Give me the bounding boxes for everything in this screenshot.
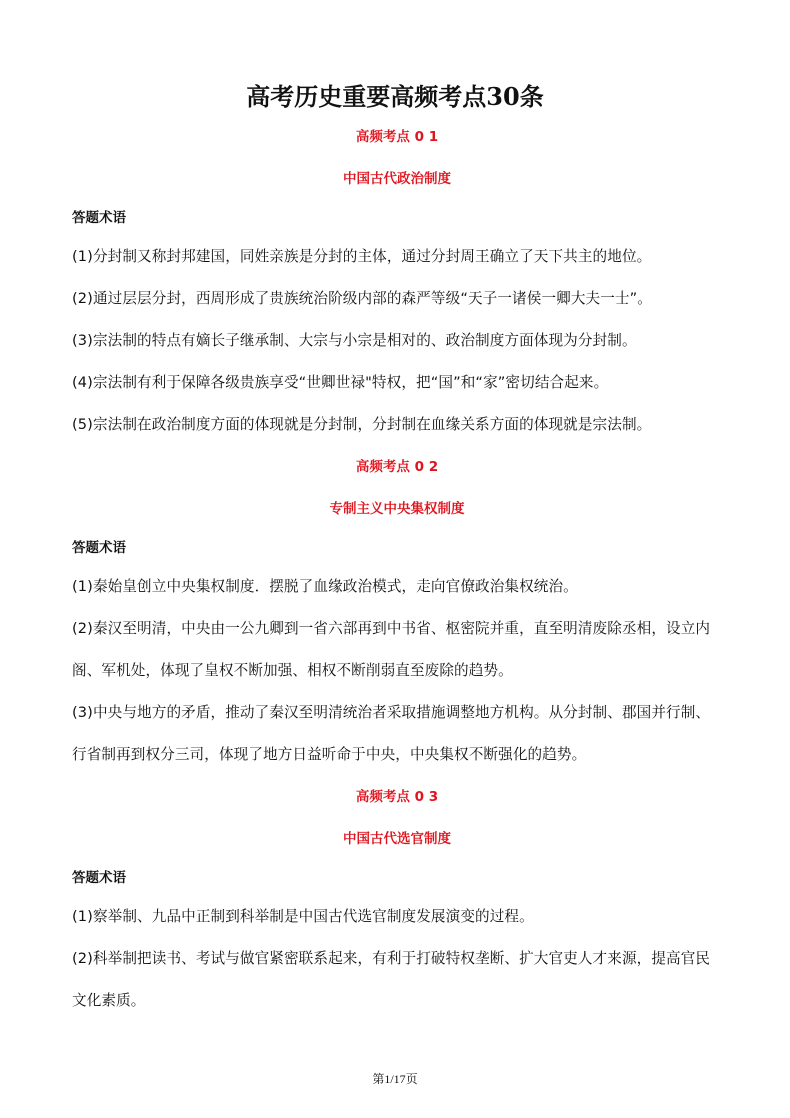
document-body xyxy=(72,116,722,1022)
list-item: (2)科举制把读书、考试与做官紧密联系起来，有利于打破特权垄断、扩大官吏人才来源，提高官民文化素质。 xyxy=(72,950,711,1009)
list-item: (3)中央与地方的矛盾，推动了秦汉至明清统治者采取措施调整地方机构。从分封制、郡国并行制、行省制再到权分三司，体现了地方日益听命于中央，中央集权不断强化的趋势。 xyxy=(72,704,711,763)
list-item: (1)分封制又称封邦建国，同姓亲族是分封的主体，通过分封周王确立了天下共主的地位。 xyxy=(72,248,652,265)
section-heading: 中国古代选官制度 xyxy=(343,831,451,847)
section-01 xyxy=(72,116,722,446)
list-item: (5)宗法制在政治制度方面的体现就是分封制，分封制在血缘关系方面的体现就是宗法制。 xyxy=(72,416,652,433)
list-item: (2)秦汉至明清，中央由一公九卿到一省六部再到中书省、枢密院并重，直至明清废除丞相，设立内阁、军机处，体现了皇权不断加强、相权不断削弱直至废除的趋势。 xyxy=(72,620,711,679)
document-title: 高考历史重要高频考点30条 xyxy=(246,82,544,111)
page-number: 第1/17页 xyxy=(372,1072,418,1086)
section-label: 高频考点 0 3 xyxy=(355,789,439,805)
list-item: (3)宗法制的特点有嫡长子继承制、大宗与小宗是相对的、政治制度方面体现为分封制。 xyxy=(72,332,637,349)
section-heading: 专制主义中央集权制度 xyxy=(329,501,465,517)
term-label: 答题术语 xyxy=(72,870,126,886)
list-item: (2)通过层层分封，西周形成了贵族统治阶级内部的森严等级“天子一诸侯一卿大夫一士”。 xyxy=(72,290,652,307)
list-item: (4)宗法制有利于保障各级贵族享受“世卿世禄"特权，把“国”和“家”密切结合起来。 xyxy=(72,374,609,391)
section-label: 高频考点 0 2 xyxy=(355,459,439,475)
section-02 xyxy=(72,446,722,776)
term-label: 答题术语 xyxy=(72,210,126,226)
section-heading: 中国古代政治制度 xyxy=(343,171,451,187)
list-item: (1)察举制、九品中正制到科举制是中国古代选官制度发展演变的过程。 xyxy=(72,908,534,925)
term-label: 答题术语 xyxy=(72,540,126,556)
section-label: 高频考点 0 1 xyxy=(355,129,439,145)
section-03 xyxy=(72,776,722,1022)
list-item: (1)秦始皇创立中央集权制度．摆脱了血缘政治模式，走向官僚政治集权统治。 xyxy=(72,578,578,595)
